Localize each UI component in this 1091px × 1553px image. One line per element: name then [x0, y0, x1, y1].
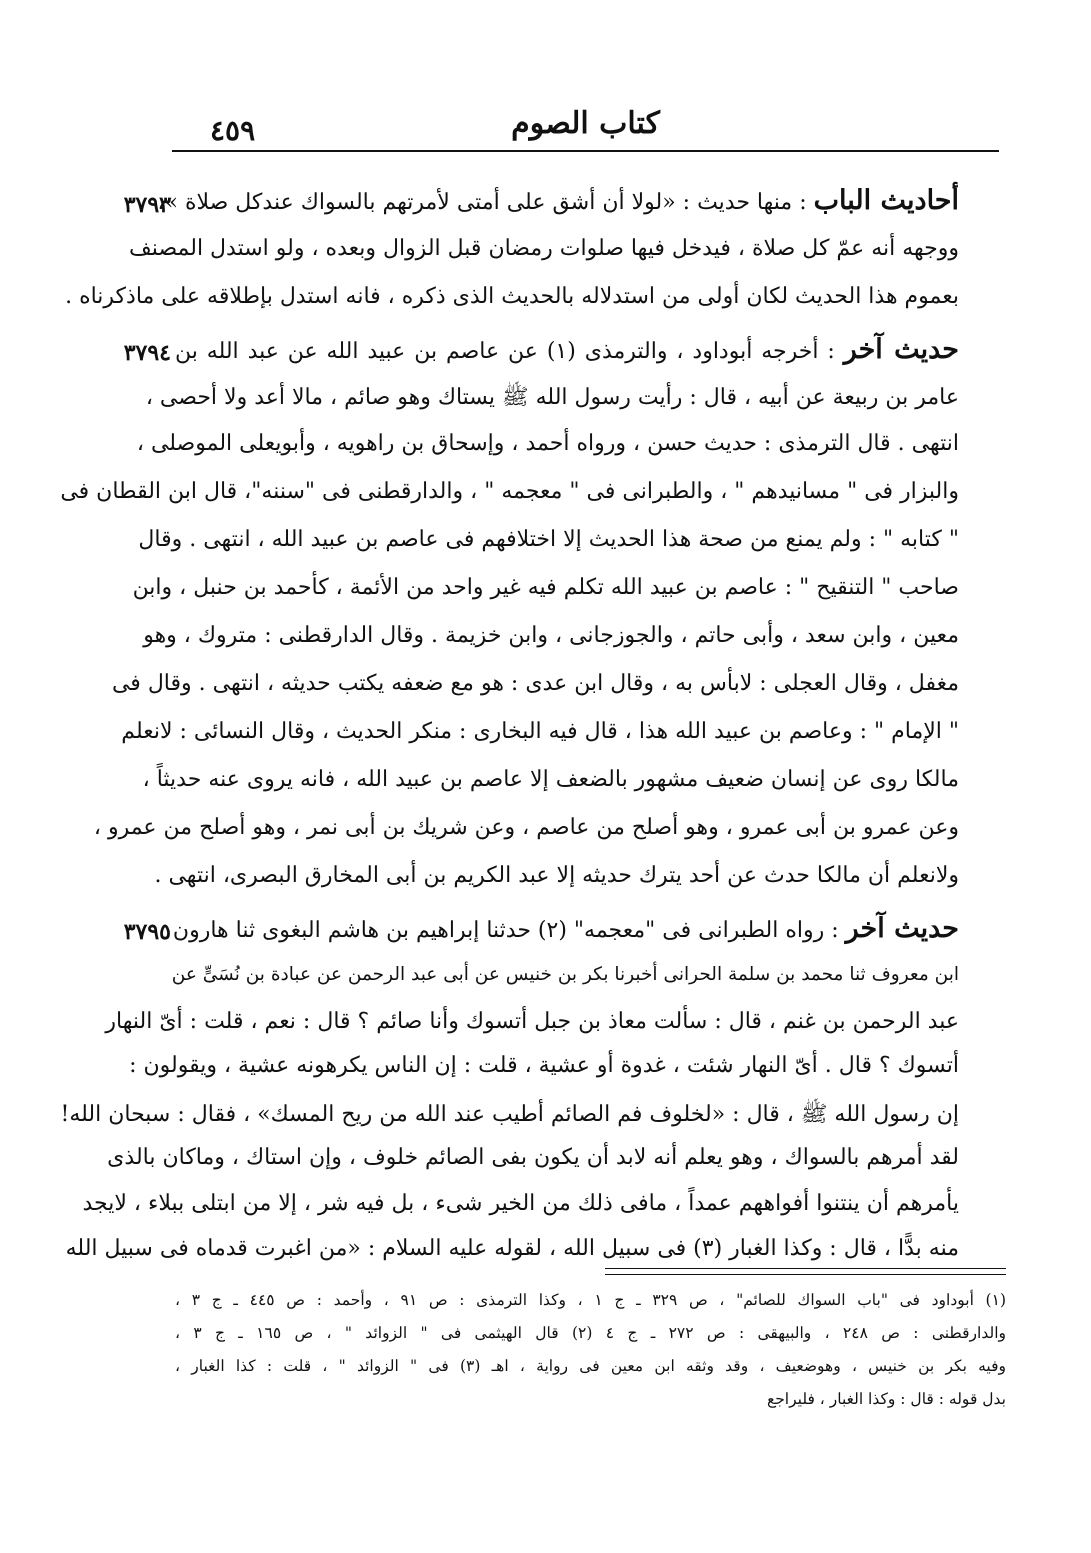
text-line: " كتابه " : ولم يمنع من صحة هذا الحديث إلا اختلافهم فى عاصم بن عبيد الله ، انتهى . وقال [138, 527, 959, 552]
page-header [172, 100, 999, 152]
text-line: ولانعلم أن مالكا حدث عن أحد يترك حديثه إلا عبد الكريم بن أبى المخارق البصرى، انتهى . [154, 863, 959, 888]
hadith-number: ٣٧٩٥ [123, 919, 171, 945]
footnote-line: والدارقطنى : ص ٢٤٨ ، والبيهقى : ص ٢٧٢ ـ ج ٤ (٢) قال الهيثمى فى " الزوائد " ، ص ١٦٥ ـ ج ٣ ، [175, 1324, 1006, 1342]
section-lead: أحاديث الباب [813, 185, 959, 216]
text-line: انتهى . قال الترمذى : حديث حسن ، ورواه أحمد ، وإسحاق بن راهويه ، وأبويعلى الموصلى ، [136, 431, 959, 456]
text-line: والبزار فى " مسانيدهم " ، والطبرانى فى " معجمه " ، والدارقطنى فى "سننه"، قال ابن القطان فى [60, 479, 959, 504]
text-line: عامر بن ربيعة عن أبيه ، قال : رأيت رسول الله ﷺ يستاك وهو صائم ، مالا أعد ولا أحصى ، [145, 385, 959, 410]
text-line: يأمرهم أن ينتنوا أفواههم عمداً ، مافى ذلك من الخير شىء ، بل فيه شر ، إلا من ابتلى ببلاء ، لايجد [82, 1191, 959, 1216]
text-line: بعموم هذا الحديث لكان أولى من استدلاله بالحديث الذى ذكره ، فانه استدل بإطلاقه على ماذكرناه . [65, 284, 959, 309]
text-line: إن رسول الله ﷺ ، قال : «لخلوف فم الصائم أطيب عند الله من ريح المسك» ، فقال : سبحان الله! [60, 1102, 959, 1127]
hadith-number: ٣٧٩٣ [123, 192, 171, 218]
page-number: ٤٥٩ [210, 114, 256, 147]
text-line: حديث آخر : رواه الطبرانى فى "معجمه" (٢) حدثنا إبراهيم بن هاشم البغوى ثنا هارون [172, 913, 959, 944]
text-line: مغفل ، وقال العجلى : لابأس به ، وقال ابن عدى : هو مع ضعفه يكتب حديثه ، انتهى . وقال فى [111, 671, 959, 696]
footnote-divider [605, 1268, 1006, 1269]
text-line: لقد أمرهم بالسواك ، وهو يعلم أنه لابد أن يكون بفى الصائم خلوف ، وإن استاك ، وماكان بالذى [107, 1145, 959, 1170]
footnote-divider [605, 1274, 1006, 1275]
hadith-number: ٣٧٩٤ [123, 340, 171, 366]
text-line: " الإمام " : وعاصم بن عبيد الله هذا ، قال فيه البخارى : منكر الحديث ، وقال النسائى : لانعلم [121, 719, 959, 744]
text-line: ووجهه أنه عمّ كل صلاة ، فيدخل فيها صلوات رمضان قبل الزوال وبعده ، ولو استدل المصنف [129, 236, 959, 261]
running-title: كتاب الصوم [511, 106, 660, 141]
text-line: حديث آخر : أخرجه أبوداود ، والترمذى (١) عن عاصم بن عبيد الله عن عبد الله بن [175, 334, 959, 365]
text-line: معين ، وابن سعد ، وأبى حاتم ، والجوزجانى ، وابن خزيمة . وقال الدارقطنى : متروك ، وهو [143, 623, 959, 648]
section-lead: حديث آخر [845, 913, 959, 944]
footnote-line: وفيه بكر بن خنيس ، وهوضعيف ، وقد وثقه ابن معين فى رواية ، اهـ (٣) فى " الزوائد " ، قلت : كذا الغبار ، [175, 1357, 1007, 1375]
text-line: وعن عمرو بن أبى عمرو ، وهو أصلح من عاصم ، وعن شريك بن أبى نمر ، وهو أصلح من عمرو ، [93, 815, 959, 840]
footnote-line: (١) أبوداود فى "باب السواك للصائم" ، ص ٣٢٩ ـ ج ١ ، وكذا الترمذى : ص ٩١ ، وأحمد : ص ٤٤٥ ـ ج ٣ ، [175, 1291, 1006, 1309]
text-line: ابن معروف ثنا محمد بن سلمة الحرانى أخبرنا بكر بن خنيس عن أبى عبد الرحمن عن عبادة بن نُسَىٍّ عن [171, 964, 959, 985]
text-line: منه بدًّا ، قال : وكذا الغبار (٣) فى سبيل الله ، لقوله عليه السلام : «من اغبرت قدماه فى سبيل الله [65, 1236, 959, 1261]
footnote-line: بدل قوله : قال : وكذا الغبار ، فليراجع [766, 1390, 1006, 1408]
text-line: مالكا روى عن إنسان ضعيف مشهور بالضعف إلا عاصم بن عبيد الله ، فانه يروى عنه حديثاً ، [142, 767, 959, 792]
text-line: أحاديث الباب : منها حديث : «لولا أن أشق على أمتى لأمرتهم بالسواك عندكل صلاة »، [157, 185, 959, 216]
text-line: أتسوك ؟ قال . أىّ النهار شئت ، غدوة أو عشية ، قلت : إن الناس يكرهونه عشية ، ويقولون : [129, 1053, 959, 1078]
text-line: صاحب " التنقيح " : عاصم بن عبيد الله تكلم فيه غير واحد من الأئمة ، كأحمد بن حنبل ، وابن [132, 575, 959, 600]
text-line: عبد الرحمن بن غنم ، قال : سألت معاذ بن جبل أتسوك وأنا صائم ؟ قال : نعم ، قلت : أىّ النهار [105, 1009, 959, 1034]
section-lead: حديث آخر [843, 334, 959, 365]
